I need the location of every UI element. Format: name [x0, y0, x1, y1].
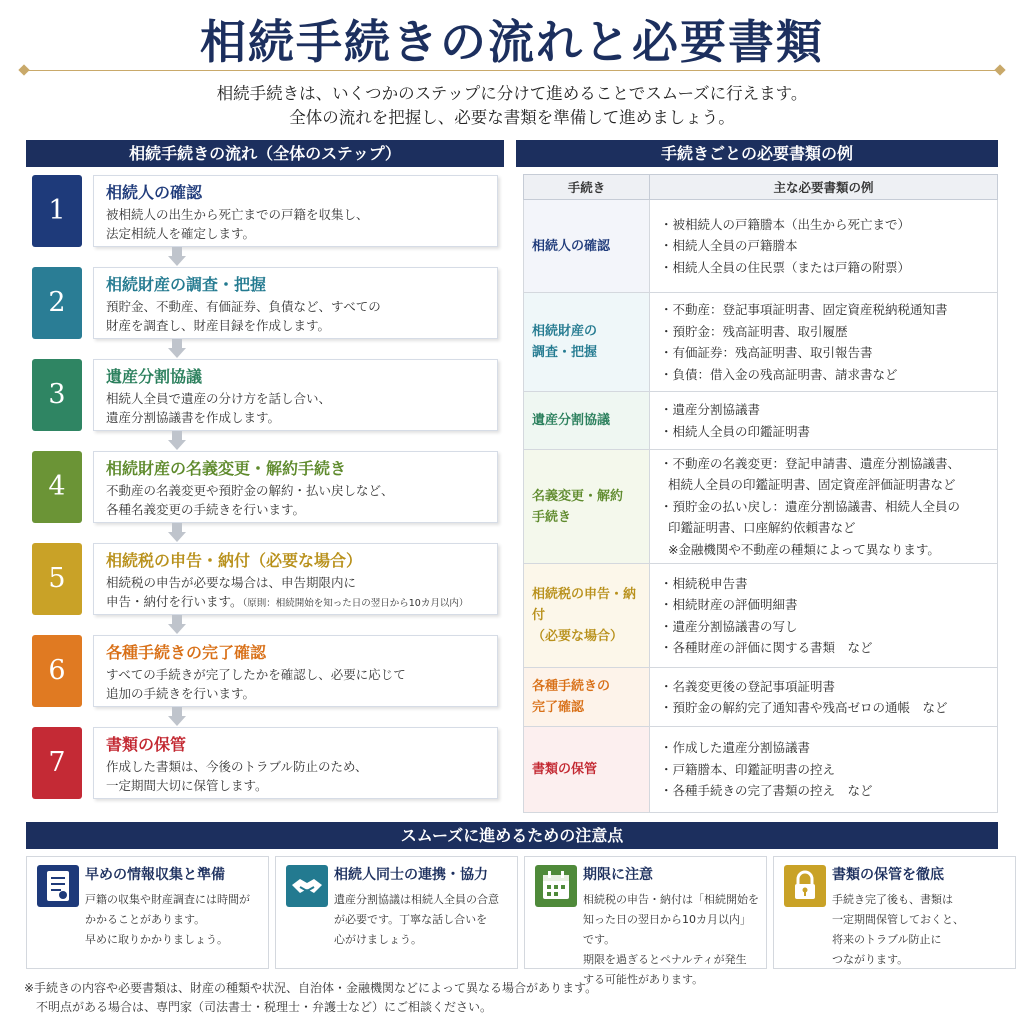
table-row	[524, 564, 998, 668]
footnote: ※手続きの内容や必要書類は、財産の種類や状況、自治体・金融機関などによって異なる場合があります。 不明点がある場合は、専門家（司法書士・税理士・弁護士など）にご相談ください。	[24, 981, 598, 1014]
step-item	[32, 727, 500, 799]
tip-description: 手続き完了後も、書類は 一定期間保管しておくと、 将来のトラブル防止に つながります。	[832, 893, 964, 966]
step-note: （原則：相続開始を知った日の翌日から10カ月以内）	[242, 598, 469, 609]
down-arrow-icon	[168, 339, 186, 359]
table-row	[524, 293, 998, 392]
tip-card	[26, 856, 269, 969]
step-item	[32, 543, 500, 615]
documents-header: 手続きごとの必要書類の例	[516, 140, 998, 167]
document-item: ・相続人全員の住民票（または戸籍の附票）	[660, 259, 911, 275]
calendar-icon	[535, 865, 577, 907]
step-title: 遺産分割協議	[106, 367, 203, 386]
step-number: 7	[32, 727, 82, 799]
table-row	[524, 668, 998, 727]
procedure-cell: 相続人の確認	[524, 200, 650, 293]
tip-description: 相続税の申告・納付は「相続開始を 知った日の翌日から10カ月以内」です。 期限を過ぎるとペナルティが発生 する可能性があります。	[583, 893, 759, 986]
step-card	[93, 175, 498, 247]
documents-cell	[650, 564, 998, 668]
step-description: すべての手続きが完了したかを確認し、必要に応じて 追加の手続きを行います。	[106, 667, 406, 701]
step-title: 相続税の申告・納付（必要な場合）	[106, 551, 363, 570]
document-item: ・相続人全員の戸籍謄本	[660, 238, 798, 254]
document-item: ・有価証券：残高証明書、取引報告書	[660, 345, 873, 360]
document-icon	[37, 865, 79, 907]
document-item: ・各種手続きの完了書類の控え など	[660, 783, 873, 799]
step-title: 相続財産の調査・把握	[106, 275, 267, 294]
tip-card	[773, 856, 1016, 969]
intro-text	[0, 82, 1024, 130]
procedure-cell: 相続財産の 調査・把握	[524, 293, 650, 392]
document-item: ・被相続人の戸籍謄本（出生から死亡まで）	[660, 216, 911, 232]
tips-header: スムーズに進めるための注意点	[26, 822, 998, 849]
document-item: ・遺産分割協議書の写し	[660, 618, 798, 634]
step-item	[32, 267, 500, 339]
documents-cell	[650, 392, 998, 450]
document-item: ・預貯金：残高証明書、取引履歴	[660, 323, 848, 339]
table-row	[524, 727, 998, 813]
documents-cell	[650, 450, 998, 564]
table-row	[524, 450, 998, 564]
step-item	[32, 635, 500, 707]
step-number: 6	[32, 635, 82, 707]
document-item: 相続人全員の印鑑証明書、固定資産評価証明書など	[660, 477, 956, 493]
intro-line: 相続手続きは、いくつかのステップに分けて進めることでスムーズに行えます。	[216, 84, 808, 103]
documents-cell	[650, 293, 998, 392]
document-item: ・相続財産の評価明細書	[660, 597, 798, 612]
tip-title: 相続人同士の連携・協力	[334, 867, 488, 883]
document-item: ・相続税申告書	[660, 575, 748, 591]
document-item: ・戸籍謄本、印鑑証明書の控え	[660, 761, 836, 777]
step-description: 預貯金、不動産、有価証券、負債など、すべての 財産を調査し、財産目録を作成します。	[106, 299, 381, 333]
step-number: 1	[32, 175, 82, 247]
step-item	[32, 175, 500, 247]
step-card	[93, 543, 498, 615]
documents-cell	[650, 727, 998, 813]
step-description: 作成した書類は、今後のトラブル防止のため、 一定期間大切に保管します。	[106, 759, 368, 793]
step-title: 相続人の確認	[106, 183, 203, 202]
tip-card	[524, 856, 767, 986]
document-item: 印鑑証明書、口座解約依頼書など	[660, 520, 856, 536]
step-title: 書類の保管	[106, 735, 187, 754]
document-item: ・相続人全員の印鑑証明書	[660, 423, 811, 439]
step-card	[93, 451, 498, 523]
tip-card	[275, 856, 518, 969]
steps-header: 相続手続きの流れ（全体のステップ）	[26, 140, 504, 167]
step-card	[93, 635, 498, 707]
step-card	[93, 727, 498, 799]
step-card	[93, 359, 498, 431]
step-number: 2	[32, 267, 82, 339]
procedure-cell: 各種手続きの 完了確認	[524, 668, 650, 727]
step-description: 不動産の名義変更や預貯金の解約・払い戻しなど、 各種名義変更の手続きを行います。	[106, 483, 394, 517]
table-header-documents: 主な必要書類の例	[650, 175, 998, 200]
procedure-cell: 書類の保管	[524, 727, 650, 813]
procedure-cell: 相続税の申告・納付 （必要な場合）	[524, 564, 650, 668]
document-item: ・不動産の名義変更：登記申請書、遺産分割協議書、	[660, 455, 961, 471]
step-description: 相続税の申告が必要な場合は、申告期限内に 申告・納付を行います。（原則：相続開始を知った日の翌日から10カ月以内）	[106, 575, 469, 609]
document-item: ・名義変更後の登記事項証明書	[660, 678, 836, 694]
step-card	[93, 267, 498, 339]
procedure-cell: 遺産分割協議	[524, 392, 650, 450]
document-item: ・作成した遺産分割協議書	[660, 740, 811, 756]
step-number: 5	[32, 543, 82, 615]
step-item	[32, 451, 500, 523]
documents-cell	[650, 200, 998, 293]
down-arrow-icon	[168, 247, 186, 267]
intro-line: 全体の流れを把握し、必要な書類を準備して進めましょう。	[289, 108, 735, 127]
tip-title: 期限に注意	[583, 867, 653, 883]
lock-icon	[784, 865, 826, 907]
document-item: ・不動産：登記事項証明書、固定資産税納税通知書	[660, 302, 948, 317]
down-arrow-icon	[168, 523, 186, 543]
step-description: 被相続人の出生から死亡までの戸籍を収集し、 法定相続人を確定します。	[106, 207, 369, 241]
step-title: 相続財産の名義変更・解約手続き	[106, 459, 347, 478]
step-description: 相続人全員で遺産の分け方を話し合い、 遺産分割協議書を作成します。	[106, 391, 332, 425]
tip-title: 書類の保管を徹底	[832, 867, 944, 883]
document-item: ・負債：借入金の残高証明書、請求書など	[660, 366, 898, 382]
documents-table	[523, 174, 998, 813]
document-item: ・預貯金の解約完了通知書や残高ゼロの通帳 など	[660, 700, 948, 715]
down-arrow-icon	[168, 707, 186, 727]
table-row	[524, 392, 998, 450]
step-number: 4	[32, 451, 82, 523]
document-item: ・各種財産の評価に関する書類 など	[660, 640, 873, 655]
page-title: 相続手続きの流れと必要書類	[200, 15, 824, 69]
down-arrow-icon	[168, 431, 186, 451]
document-item: ※金融機関や不動産の種類によって異なります。	[660, 541, 940, 557]
title-divider	[20, 70, 1004, 72]
step-title: 各種手続きの完了確認	[106, 643, 267, 662]
tip-description: 遺産分割協議は相続人全員の合意 が必要です。丁寧な話し合いを 心がけましょう。	[334, 893, 499, 946]
handshake-icon	[286, 865, 328, 907]
tip-description: 戸籍の収集や財産調査には時間が かかることがあります。 早めに取りかかりましょう。	[85, 893, 250, 946]
step-item	[32, 359, 500, 431]
document-item: ・預貯金の払い戻し：遺産分割協議書、相続人全員の	[660, 498, 961, 514]
table-row	[524, 200, 998, 293]
tip-title: 早めの情報収集と準備	[85, 867, 225, 883]
down-arrow-icon	[168, 615, 186, 635]
step-number: 3	[32, 359, 82, 431]
documents-cell	[650, 668, 998, 727]
document-item: ・遺産分割協議書	[660, 402, 761, 417]
table-header-procedure: 手続き	[524, 175, 650, 200]
procedure-cell: 名義変更・解約 手続き	[524, 450, 650, 564]
